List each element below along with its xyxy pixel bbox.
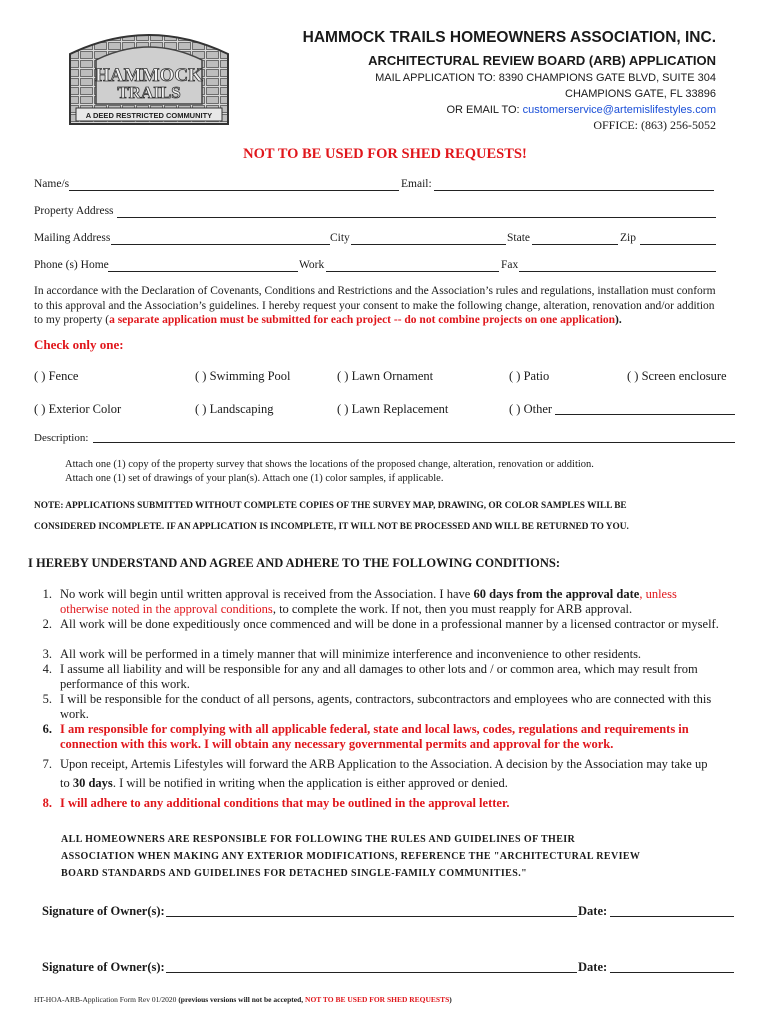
email-label: Email: bbox=[401, 178, 432, 190]
option-landscaping[interactable]: ( ) Landscaping bbox=[195, 402, 274, 416]
option-other[interactable]: ( ) Other bbox=[509, 402, 553, 416]
phone-home-label: Phone (s) Home bbox=[34, 259, 109, 271]
signature-input-1[interactable] bbox=[166, 916, 577, 917]
attach-survey: Attach one (1) copy of the property survey that shows the locations of the proposed change, alteration, renovation or addition. bbox=[65, 459, 594, 470]
email-input[interactable] bbox=[434, 190, 714, 191]
other-input[interactable] bbox=[555, 414, 735, 415]
condition-number: 1. bbox=[42, 587, 52, 601]
option-exterior-color[interactable]: ( ) Exterior Color bbox=[34, 402, 122, 416]
association-title: HAMMOCK TRAILS HOMEOWNERS ASSOCIATION, INC. bbox=[302, 29, 716, 46]
homeowners-line2: ASSOCIATION WHEN MAKING ANY EXTERIOR MODIFICATIONS, REFERENCE THE "ARCHITECTURAL REVIEW bbox=[61, 851, 641, 862]
state-label: State bbox=[507, 232, 530, 244]
option-patio[interactable]: ( ) Patio bbox=[509, 369, 550, 383]
condition-7-bold: 30 days bbox=[72, 776, 113, 790]
check-only-one: Check only one: bbox=[34, 337, 124, 352]
condition-number: 6. bbox=[42, 722, 52, 736]
names-input[interactable] bbox=[69, 190, 399, 191]
condition-number: 8. bbox=[42, 796, 52, 810]
mail-city: CHAMPIONS GATE, FL 33896 bbox=[565, 88, 716, 100]
mail-address: MAIL APPLICATION TO: 8390 CHAMPIONS GATE BLVD, SUITE 304 bbox=[375, 72, 716, 84]
option-fence[interactable]: ( ) Fence bbox=[34, 369, 79, 383]
conditions-heading: I HEREBY UNDERSTAND AND AGREE AND ADHERE TO THE FOLLOWING CONDITIONS: bbox=[28, 556, 561, 570]
logo-line2: TRAILS bbox=[117, 83, 181, 102]
zip-label: Zip bbox=[620, 232, 636, 244]
state-input[interactable] bbox=[532, 244, 618, 245]
date-label-1: Date: bbox=[578, 904, 608, 918]
condition-1-text: No work will begin until written approval is received from the Association. I have bbox=[60, 587, 474, 601]
logo-line1: HAMMOCK bbox=[95, 65, 203, 86]
option-swimming-pool[interactable]: ( ) Swimming Pool bbox=[195, 369, 291, 383]
condition-number: 7. bbox=[42, 757, 52, 771]
city-input[interactable] bbox=[351, 244, 506, 245]
option-lawn-ornament[interactable]: ( ) Lawn Ornament bbox=[337, 369, 434, 383]
names-label: Name/s bbox=[34, 178, 70, 190]
property-address-label: Property Address bbox=[34, 205, 114, 217]
signature-label-1: Signature of Owner(s): bbox=[42, 904, 165, 918]
condition-number: 2. bbox=[42, 617, 52, 631]
work-input[interactable] bbox=[326, 271, 499, 272]
fax-label: Fax bbox=[501, 259, 519, 271]
condition-7-text: Upon receipt, Artemis Lifestyles will forward the ARB Application to the Association. A decision by the Association may take up to bbox=[60, 757, 708, 790]
date-input-1[interactable] bbox=[610, 916, 734, 917]
application-subtitle: ARCHITECTURAL REVIEW BOARD (ARB) APPLICATION bbox=[368, 53, 716, 68]
condition-8-text: I will adhere to any additional conditions that may be outlined in the approval letter. bbox=[60, 796, 510, 810]
email-link[interactable]: customerservice@artemislifestyles.com bbox=[522, 104, 716, 116]
condition-number: 3. bbox=[42, 647, 52, 661]
email-line bbox=[446, 104, 716, 116]
condition-5-text: I will be responsible for the conduct of all persons, agents, contractors, subcontractors and employees who are connected with this work. bbox=[60, 692, 712, 722]
office-phone: OFFICE: (863) 256-5052 bbox=[593, 118, 716, 132]
note-line1: NOTE: APPLICATIONS SUBMITTED WITHOUT COMPLETE COPIES OF THE SURVEY MAP, DRAWING, OR COLOR SAMPLES WILL BE bbox=[34, 501, 627, 511]
condition-number: 4. bbox=[42, 662, 52, 676]
intro-paragraph bbox=[34, 284, 718, 328]
signature-label-2: Signature of Owner(s): bbox=[42, 960, 165, 974]
logo-banner: A DEED RESTRICTED COMMUNITY bbox=[85, 111, 213, 120]
mailing-address-label: Mailing Address bbox=[34, 232, 111, 244]
intro-text: In accordance with the Declaration of Covenants, Conditions and Restrictions and the Association’s rules and regulations, installation must conform to this approval and the Association’s guidelines. I hereby request your consent to make the following change, alteration, renovation and/or addition to my property ( bbox=[34, 285, 716, 326]
signature-input-2[interactable] bbox=[166, 972, 577, 973]
attach-drawings: Attach one (1) set of drawings of your plan(s). Attach one (1) color samples, if applicable. bbox=[65, 473, 444, 484]
work-label: Work bbox=[299, 259, 325, 271]
option-screen-enclosure[interactable]: ( ) Screen enclosure bbox=[627, 369, 727, 383]
hammock-trails-logo bbox=[66, 24, 232, 129]
email-prefix: OR EMAIL TO: bbox=[446, 104, 523, 116]
city-label: City bbox=[330, 232, 350, 244]
date-input-2[interactable] bbox=[610, 972, 734, 973]
form-footer bbox=[34, 995, 452, 1004]
intro-end: ). bbox=[615, 314, 622, 326]
homeowners-line1: ALL HOMEOWNERS ARE RESPONSIBLE FOR FOLLOWING THE RULES AND GUIDELINES OF THEIR bbox=[61, 834, 576, 845]
condition-4-text: I assume all liability and will be responsible for any and all damages to other lots and / or common area, which may result from performance of this work. bbox=[60, 662, 698, 692]
shed-warning: NOT TO BE USED FOR SHED REQUESTS! bbox=[243, 146, 527, 162]
condition-1-red: , unless otherwise noted in the approval conditions bbox=[60, 587, 677, 617]
option-lawn-replacement[interactable]: ( ) Lawn Replacement bbox=[337, 402, 449, 416]
condition-number: 5. bbox=[42, 692, 52, 706]
intro-red: a separate application must be submitted for each project -- do not combine projects on one application bbox=[109, 314, 616, 326]
fax-input[interactable] bbox=[519, 271, 716, 272]
footer-end: ) bbox=[449, 995, 452, 1004]
note-line2: CONSIDERED INCOMPLETE. IF AN APPLICATION IS INCOMPLETE, IT WILL NOT BE PROCESSED AND WILL BE RETURNED TO YOU. bbox=[34, 522, 629, 532]
footer-note: (previous versions will not be accepted, bbox=[178, 995, 306, 1004]
condition-7-end: . I will be notified in writing when the application is either approved or denied. bbox=[112, 776, 508, 790]
zip-input[interactable] bbox=[640, 244, 716, 245]
condition-3-text: All work will be performed in a timely manner that will minimize interference and inconvenience to other residents. bbox=[60, 647, 642, 661]
description-label: Description: bbox=[34, 432, 89, 444]
property-address-input[interactable] bbox=[117, 217, 716, 218]
condition-1-bold: 60 days from the approval date bbox=[473, 587, 640, 601]
date-label-2: Date: bbox=[578, 960, 608, 974]
description-input[interactable] bbox=[93, 442, 735, 443]
mailing-address-input[interactable] bbox=[111, 244, 330, 245]
footer-red: NOT TO BE USED FOR SHED REQUESTS bbox=[305, 995, 450, 1004]
phone-home-input[interactable] bbox=[108, 271, 298, 272]
condition-1-end: , to complete the work. If not, then you must reapply for ARB approval. bbox=[272, 602, 633, 617]
homeowners-line3: BOARD STANDARDS AND GUIDELINES FOR DETACHED SINGLE-FAMILY COMMUNITIES." bbox=[61, 868, 528, 879]
footer-form: HT-HOA-ARB-Application Form Rev 01/2020 bbox=[34, 995, 179, 1004]
condition-2-text: All work will be done expeditiously once commenced and will be done in a professional manner by a licensed contractor or myself. bbox=[60, 617, 719, 631]
condition-6-text: I am responsible for complying with all applicable federal, state and local laws, codes, regulations and requirements in connection with this work. I will obtain any necessary governmental permits and approval for the work. bbox=[60, 722, 689, 752]
